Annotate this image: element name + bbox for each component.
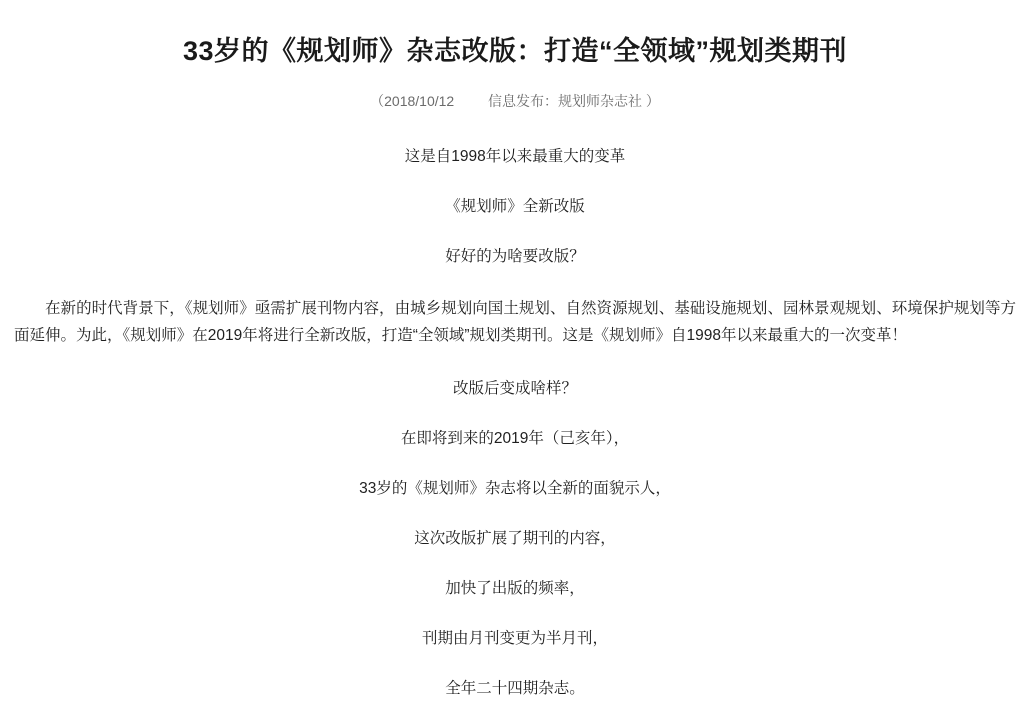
paragraph: 这次改版扩展了期刊的内容， xyxy=(414,530,616,548)
paragraph: 全年二十四期杂志。 xyxy=(445,680,585,698)
paragraph: 在新的时代背景下，《规划师》亟需扩展刊物内容，由城乡规划向国土规划、自然资源规划、基础设施规划、园林景观规划、环境保护规划等方面延伸。为此，《规划师》在2019年将进行全新改版，打造“全领域”规划类期刊。这是《规划师》自1998年以来最重大的一次变革！ xyxy=(14,300,1016,345)
paragraph: 《规划师》全新改版 xyxy=(445,198,585,216)
article-meta xyxy=(10,91,1020,111)
paragraph: 好好的为啥要改版？ xyxy=(445,248,585,266)
paragraph: 加快了出版的频率， xyxy=(445,580,585,598)
page-title: 33岁的《规划师》杂志改版：打造“全领域”规划类期刊 xyxy=(182,36,848,66)
article-page xyxy=(0,34,1030,702)
publish-source: 信息发布：规划师杂志社 ） xyxy=(487,93,660,110)
paragraph: 刊期由月刊变更为半月刊， xyxy=(421,630,608,648)
paragraph: 改版后变成啥样？ xyxy=(452,380,577,398)
paragraph: 在即将到来的2019年（己亥年）， xyxy=(400,430,630,448)
paragraph: 33岁的《规划师》杂志将以全新的面貌示人， xyxy=(359,480,671,498)
publish-date: （2018/10/12 xyxy=(370,93,455,110)
paragraph: 这是自1998年以来最重大的变革 xyxy=(404,148,626,166)
article-body xyxy=(10,145,1020,701)
